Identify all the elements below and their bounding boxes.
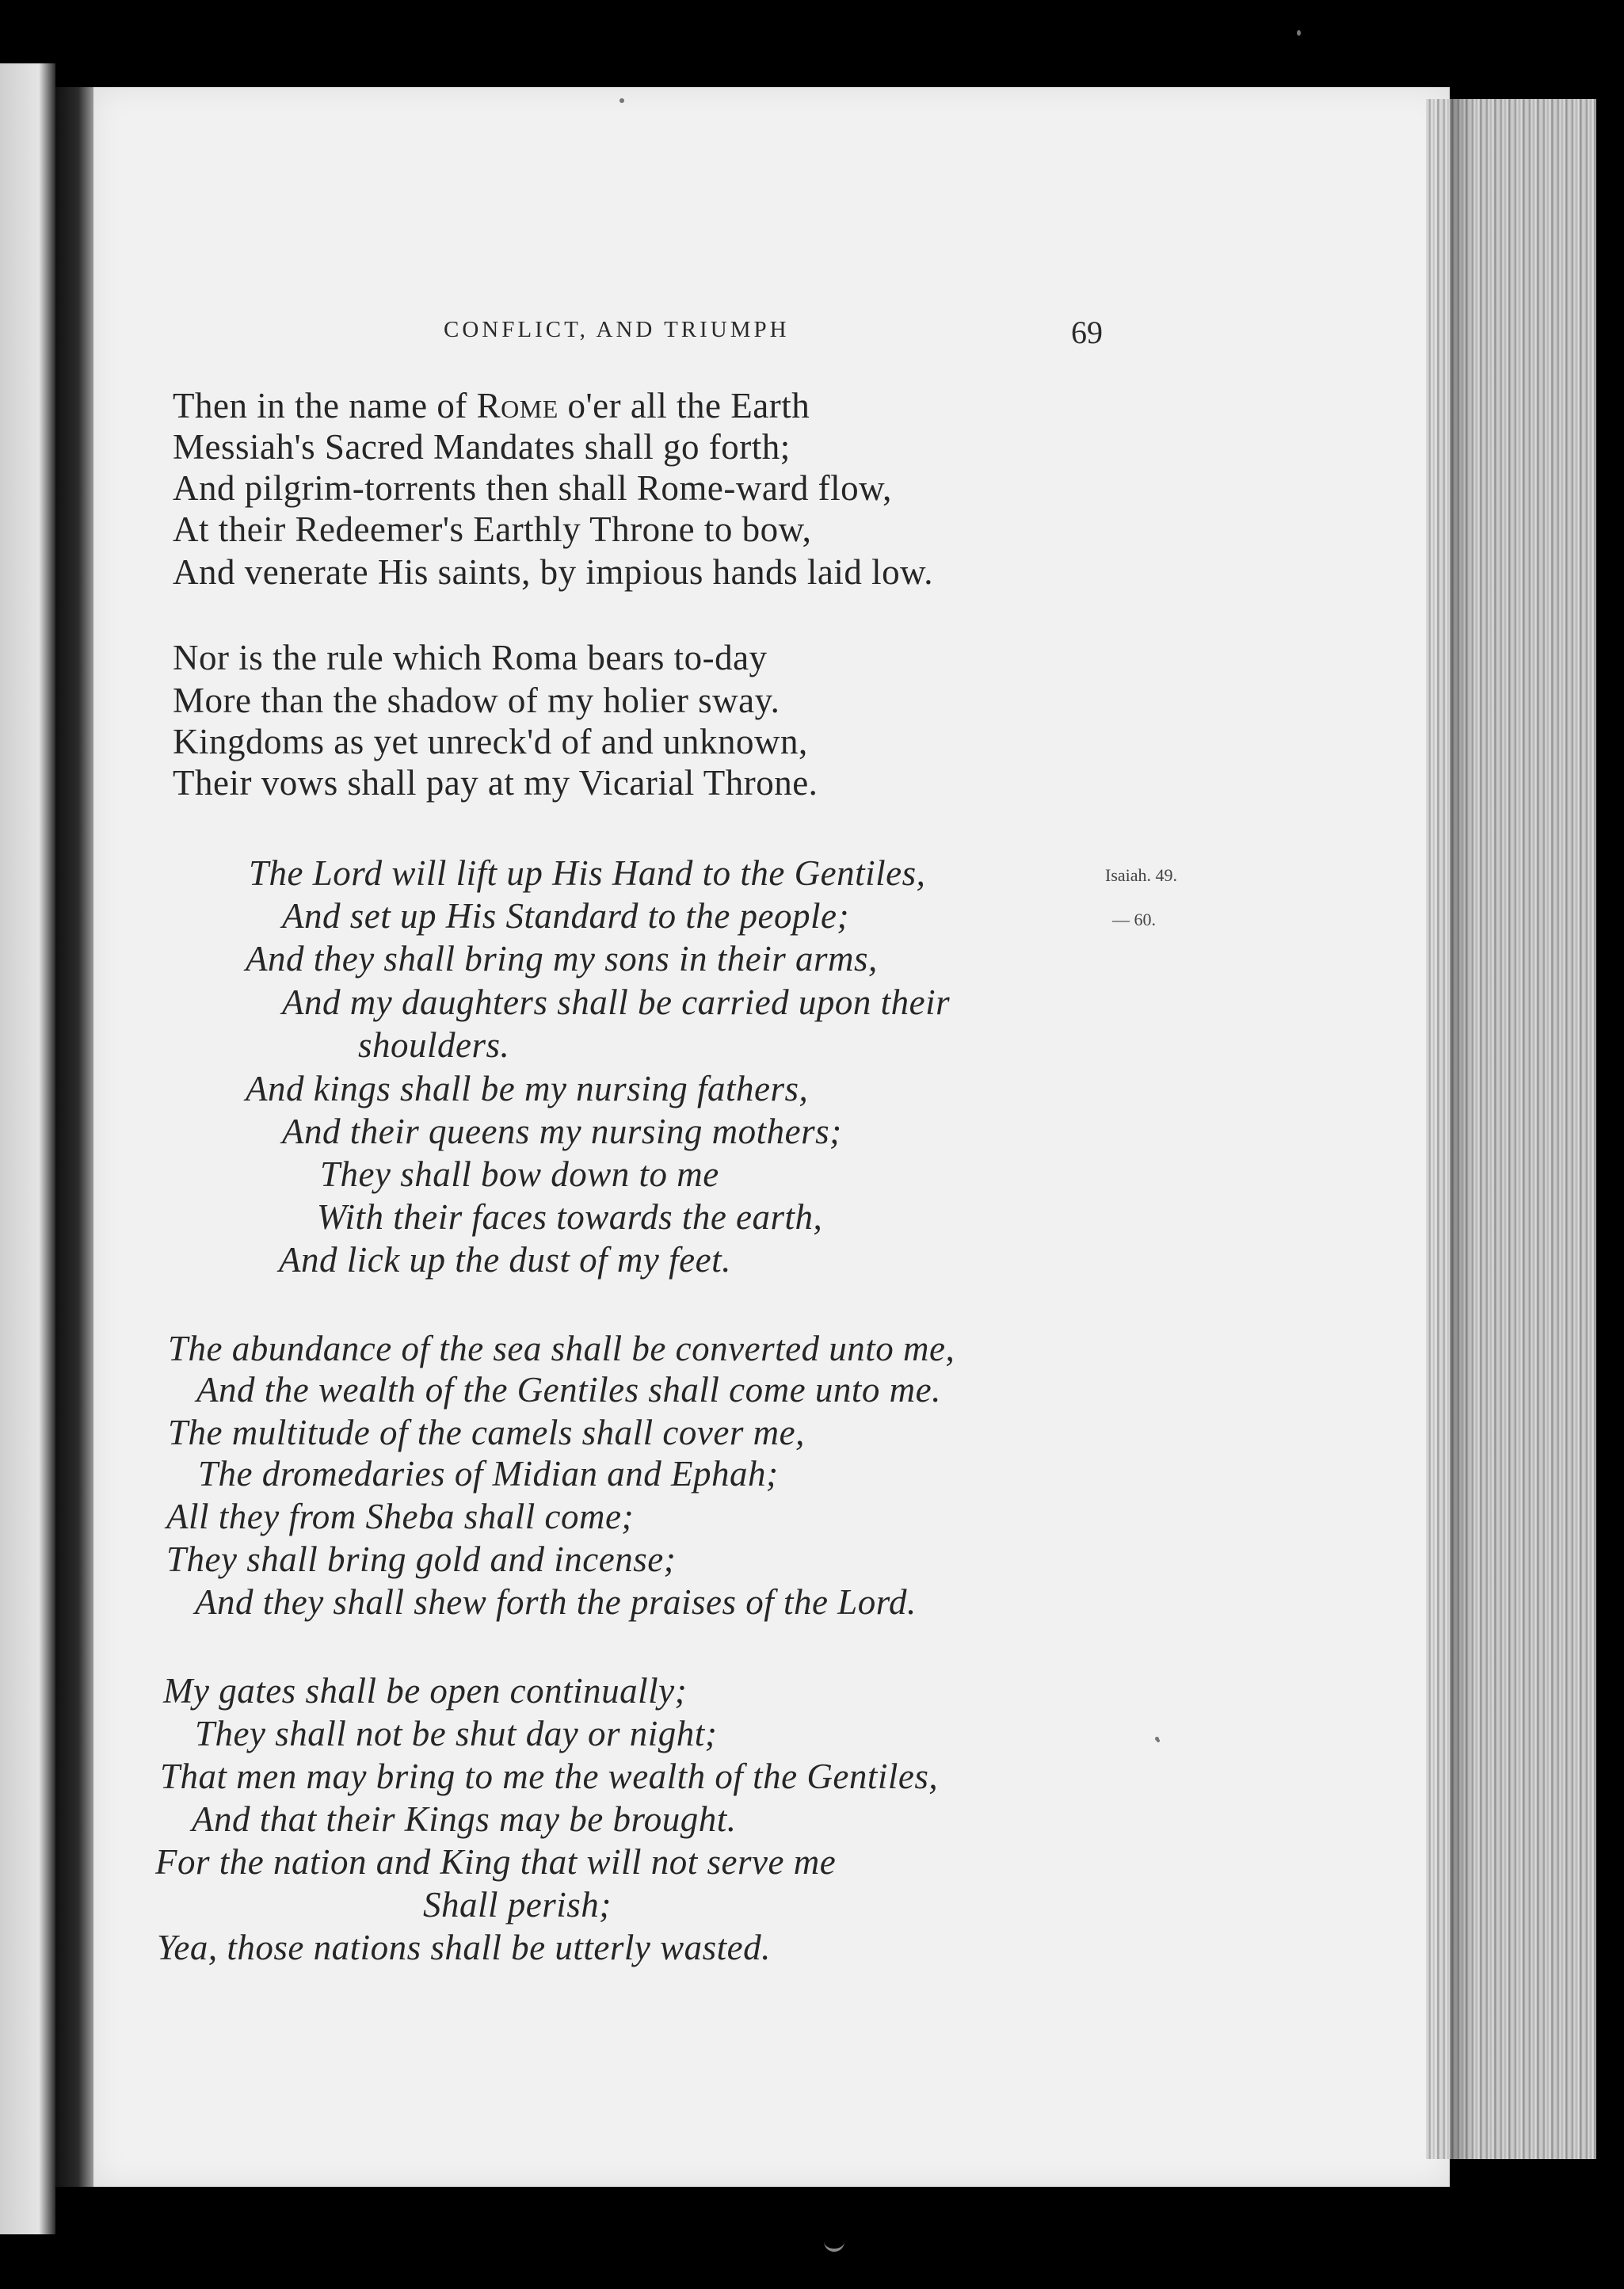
verse-line: Shall perish; xyxy=(423,1885,612,1925)
verse-line: My gates shall be open continually; xyxy=(163,1671,688,1711)
speck xyxy=(1297,30,1301,36)
verse-line: And pilgrim-torrents then shall Rome-ward flow, xyxy=(173,468,892,508)
verse-line: Yea, those nations shall be utterly wasted. xyxy=(157,1928,771,1967)
verse-line: Messiah's Sacred Mandates shall go forth; xyxy=(173,427,791,467)
verse-text: Then in the name of xyxy=(173,386,477,425)
speck xyxy=(619,98,624,103)
verse-line: And their queens my nursing mothers; xyxy=(282,1112,842,1151)
verse-line: And venerate His saints, by impious hands laid low. xyxy=(173,552,933,592)
verse-line: With their faces towards the earth, xyxy=(317,1197,823,1237)
verse-line: And lick up the dust of my feet. xyxy=(279,1240,731,1280)
verse-line: The multitude of the camels shall cover me, xyxy=(168,1413,805,1452)
verse-line: shoulders. xyxy=(358,1025,510,1065)
verse-line: At their Redeemer's Earthly Throne to bow, xyxy=(173,509,812,549)
margin-reference: — 60. xyxy=(1112,910,1156,929)
verse-line: And my daughters shall be carried upon their xyxy=(282,982,951,1022)
verse-line: More than the shadow of my holier sway. xyxy=(173,681,780,720)
verse-line: They shall bring gold and incense; xyxy=(166,1539,677,1579)
verse-line: They shall bow down to me xyxy=(320,1154,719,1194)
verse-line: And that their Kings may be brought. xyxy=(192,1799,737,1839)
rome-small-caps: Rome xyxy=(476,386,558,425)
running-header: CONFLICT, AND TRIUMPH xyxy=(444,317,790,342)
verse-line: All they from Sheba shall come; xyxy=(166,1497,634,1536)
left-page-edge xyxy=(0,63,55,2234)
verse-line: They shall not be shut day or night; xyxy=(195,1714,718,1753)
verse-line: The Lord will lift up His Hand to the Gentiles, xyxy=(249,853,926,893)
margin-reference: Isaiah. 49. xyxy=(1105,865,1178,885)
verse-text: o'er all the Earth xyxy=(558,386,810,425)
verse-line: The dromedaries of Midian and Ephah; xyxy=(198,1454,779,1494)
edge-shadow xyxy=(1450,99,1473,2159)
verse-line: Their vows shall pay at my Vicarial Throne. xyxy=(173,763,818,803)
verse-line: And set up His Standard to the people; xyxy=(282,896,849,936)
verse-line: And they shall shew forth the praises of the Lord. xyxy=(195,1582,917,1622)
verse-line: And they shall bring my sons in their arms, xyxy=(246,939,878,979)
verse-line xyxy=(173,388,810,424)
verse-line: And the wealth of the Gentiles shall come unto me. xyxy=(196,1370,941,1410)
page-bottom-mark xyxy=(824,2228,844,2252)
verse-line: For the nation and King that will not serve me xyxy=(155,1842,837,1882)
page-number: 69 xyxy=(1071,315,1103,350)
verse-line: That men may bring to me the wealth of the Gentiles, xyxy=(160,1757,939,1796)
verse-line: The abundance of the sea shall be converted unto me, xyxy=(168,1329,955,1368)
book-gutter xyxy=(55,87,93,2187)
verse-line: And kings shall be my nursing fathers, xyxy=(246,1069,809,1108)
verse-line: Kingdoms as yet unreck'd of and unknown, xyxy=(173,722,808,761)
verse-line: Nor is the rule which Roma bears to-day xyxy=(173,638,768,677)
speck xyxy=(1155,1737,1159,1741)
